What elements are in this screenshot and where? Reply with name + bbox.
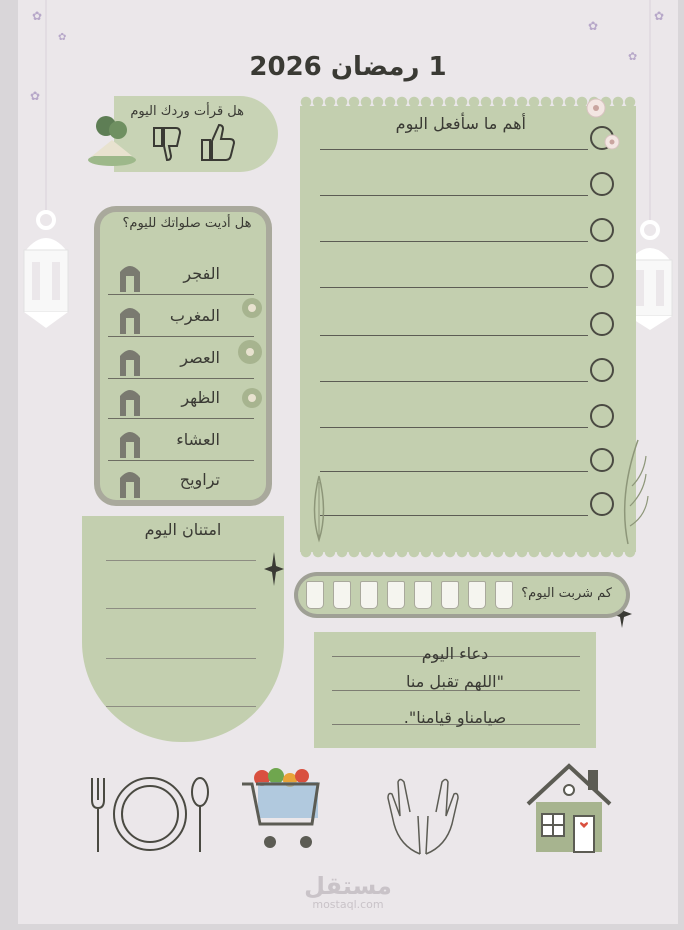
sparkle-icon (264, 552, 284, 586)
checkbox-circle-icon[interactable] (590, 404, 614, 428)
prayer-label: الظهر (181, 388, 220, 407)
gratitude-line[interactable] (106, 560, 256, 561)
mosque-icon (118, 428, 142, 458)
watermark-name: مستقل (304, 872, 392, 900)
watermark-url: mostaql.com (312, 898, 384, 911)
page-title: 1 رمضان 2026 (249, 52, 447, 82)
svg-text:✿: ✿ (58, 32, 67, 43)
todo-item[interactable] (320, 170, 620, 200)
todo-item[interactable] (320, 446, 620, 476)
dua-card (314, 632, 596, 748)
gratitude-line[interactable] (106, 608, 256, 609)
checkbox-circle-icon[interactable] (590, 312, 614, 336)
todo-item[interactable] (320, 356, 620, 386)
checkbox-circle-icon[interactable] (590, 492, 614, 516)
glass-icon[interactable] (468, 581, 486, 609)
plate-icon (86, 774, 216, 854)
prayer-row-taraweeh[interactable] (108, 460, 254, 500)
glass-icon[interactable] (333, 581, 351, 609)
gratitude-line[interactable] (106, 706, 256, 707)
svg-text:✿: ✿ (628, 50, 638, 63)
mosque-icon (118, 386, 142, 416)
prayer-label: الفجر (183, 264, 220, 283)
quran-plant-icon (84, 108, 138, 168)
svg-text:✿: ✿ (30, 89, 41, 103)
glass-icon[interactable] (495, 581, 513, 609)
glass-icon[interactable] (306, 581, 324, 609)
water-question: كم شربت اليوم؟ (521, 586, 612, 601)
checkbox-circle-icon[interactable] (590, 172, 614, 196)
leaf-decoration-icon (306, 472, 332, 542)
todo-item[interactable] (320, 216, 620, 246)
water-tracker (294, 572, 630, 618)
gratitude-line[interactable] (106, 658, 256, 659)
flower-decoration-icon (580, 82, 630, 172)
prayer-label: العصر (180, 348, 220, 367)
mosque-icon (118, 304, 142, 334)
dua-line-2: صيامناو قيامنا". (403, 708, 507, 727)
checkbox-circle-icon[interactable] (590, 358, 614, 382)
prayer-label: تراويح (179, 470, 220, 489)
gratitude-title: امتنان اليوم (144, 520, 222, 539)
leaf-decoration-icon (618, 436, 658, 546)
glass-icon[interactable] (441, 581, 459, 609)
glass-icon[interactable] (414, 581, 432, 609)
todo-item[interactable] (320, 402, 620, 432)
checkbox-circle-icon[interactable] (590, 264, 614, 288)
prayer-row-isha[interactable] (108, 420, 254, 461)
todo-item[interactable] (320, 490, 620, 520)
todo-item[interactable] (320, 262, 620, 292)
svg-text:✿: ✿ (32, 9, 43, 23)
cart-icon (240, 764, 322, 854)
thumbs-down-icon[interactable] (150, 124, 186, 164)
prayer-label: المغرب (169, 306, 220, 325)
mosque-icon (118, 468, 142, 498)
watermark (18, 872, 678, 911)
todo-item[interactable] (320, 124, 620, 154)
prayer-question: هل أديت صلواتك لليوم؟ (122, 216, 252, 231)
quran-question: هل قرأت وردك اليوم (130, 104, 244, 119)
gratitude-card (82, 516, 284, 742)
todo-item[interactable] (320, 310, 620, 340)
prayer-label: العشاء (176, 430, 220, 449)
thumbs-up-icon[interactable] (198, 122, 238, 164)
dua-title: دعاء اليوم (421, 644, 489, 663)
mosque-icon (118, 346, 142, 376)
flower-decoration-icon (232, 292, 272, 412)
svg-text:✿: ✿ (588, 19, 599, 33)
lantern-left-icon (18, 0, 88, 340)
svg-text:✿: ✿ (654, 9, 665, 23)
mosque-icon (118, 262, 142, 292)
quran-card (114, 96, 278, 172)
todo-card (300, 106, 636, 552)
checkbox-circle-icon[interactable] (590, 218, 614, 242)
dua-line-1: "اللهم تقبل منا (406, 672, 504, 691)
checkbox-circle-icon[interactable] (590, 448, 614, 472)
planner-page (18, 0, 678, 924)
house-icon (526, 762, 612, 854)
todo-scallop-bottom (300, 546, 636, 558)
glass-icon[interactable] (360, 581, 378, 609)
prayer-row-fajr[interactable] (108, 254, 254, 295)
glass-icon[interactable] (387, 581, 405, 609)
todo-title: أهم ما سأفعل اليوم (395, 114, 526, 133)
hands-icon (380, 776, 466, 856)
